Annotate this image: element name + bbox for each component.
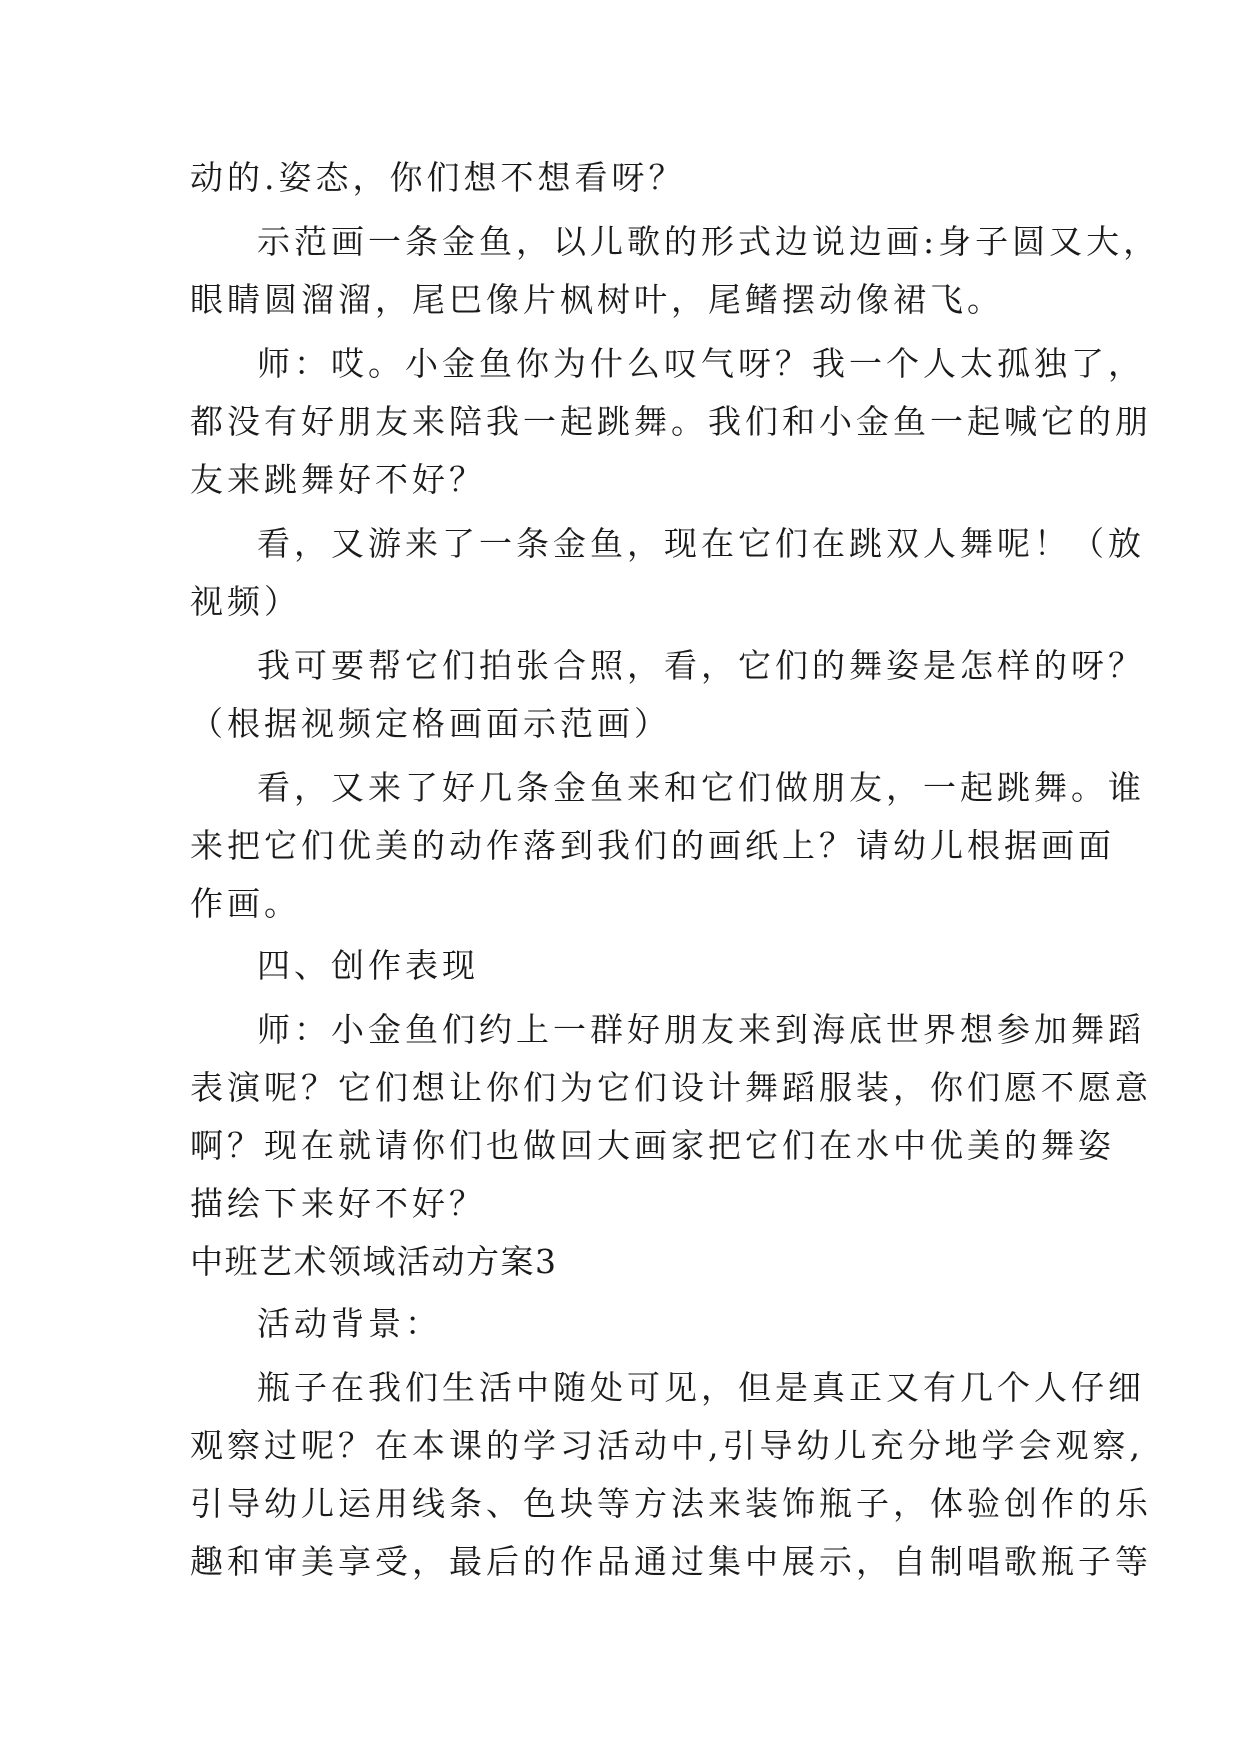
- paragraph-line: 友来跳舞好不好？: [190, 460, 486, 499]
- paragraph-line: 看，又游来了一条金鱼，现在它们在跳双人舞呢！（放: [257, 524, 1145, 563]
- paragraph-line: 师：哎。小金鱼你为什么叹气呀？我一个人太孤独了，: [257, 344, 1145, 383]
- paragraph-line: （根据视频定格画面示范画）: [190, 704, 671, 743]
- paragraph-line: 观察过呢？在本课的学习活动中,引导幼儿充分地学会观察,: [190, 1426, 1144, 1465]
- paragraph-line: 师：小金鱼们约上一群好朋友来到海底世界想参加舞蹈: [257, 1010, 1145, 1049]
- paragraph-line: 示范画一条金鱼，以儿歌的形式边说边画:身子圆又大，: [257, 222, 1161, 261]
- paragraph-line: 看，又来了好几条金鱼来和它们做朋友，一起跳舞。谁: [257, 768, 1145, 807]
- paragraph-line: 表演呢？它们想让你们为它们设计舞蹈服装，你们愿不愿意: [190, 1068, 1152, 1107]
- paragraph-line: 我可要帮它们拍张合照，看，它们的舞姿是怎样的呀？: [257, 646, 1145, 685]
- paragraph-line: 趣和审美享受，最后的作品通过集中展示，自制唱歌瓶子等: [190, 1542, 1152, 1581]
- section-heading: 活动背景：: [257, 1304, 442, 1343]
- paragraph-line: 动的.姿态，你们想不想看呀？: [190, 158, 686, 197]
- paragraph-line: 眼睛圆溜溜，尾巴像片枫树叶，尾鳍摆动像裙飞。: [190, 280, 1004, 319]
- paragraph-line: 都没有好朋友来陪我一起跳舞。我们和小金鱼一起喊它的朋: [190, 402, 1152, 441]
- paragraph-line: 瓶子在我们生活中随处可见，但是真正又有几个人仔细: [257, 1368, 1145, 1407]
- paragraph-line: 引导幼儿运用线条、色块等方法来装饰瓶子，体验创作的乐: [190, 1484, 1152, 1523]
- paragraph-line: 啊？现在就请你们也做回大画家把它们在水中优美的舞姿: [190, 1126, 1115, 1165]
- paragraph-line: 视频）: [190, 582, 301, 621]
- paragraph-line: 作画。: [190, 884, 301, 923]
- document-title: 中班艺术领域活动方案3: [190, 1242, 558, 1281]
- section-heading: 四、创作表现: [257, 946, 479, 985]
- paragraph-line: 描绘下来好不好？: [190, 1184, 486, 1223]
- paragraph-line: 来把它们优美的动作落到我们的画纸上？请幼儿根据画面: [190, 826, 1115, 865]
